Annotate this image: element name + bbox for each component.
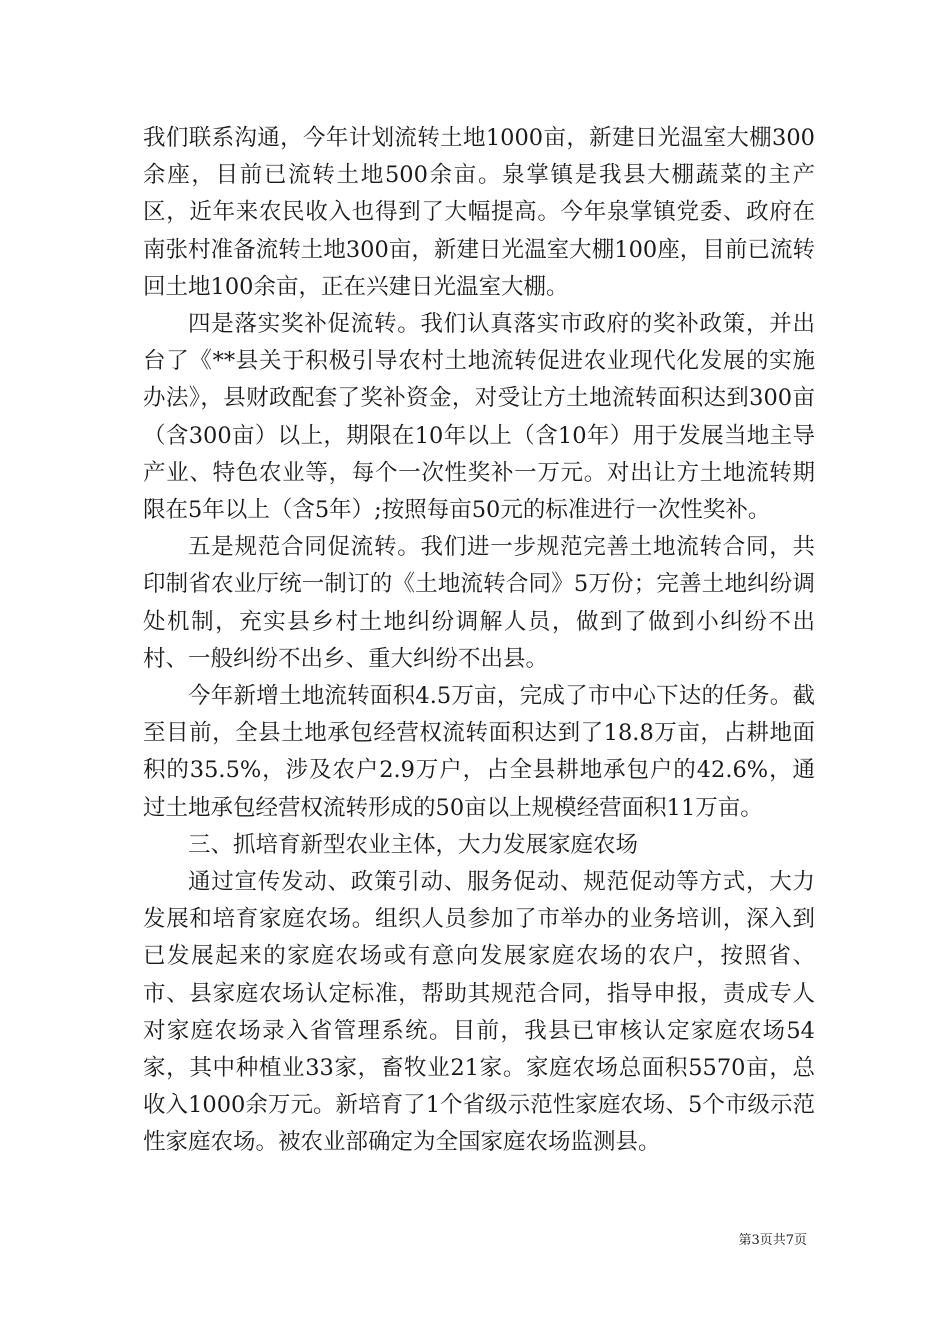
- paragraph-transfer-statistics: 今年新增土地流转面积4.5万亩，完成了市中心下达的任务。截至目前，全县土地承包经营权流转面积达到了18.8万亩，占耕地面积的35.5%，涉及农户2.9万户，占全县耕地承包户的42.6%，通过土地承包经营权流转形成的50亩以上规模经营面积11万亩。: [143, 683, 815, 821]
- page-number: 第3页共7页: [738, 1233, 807, 1248]
- paragraph-contract-standard: 五是规范合同促流转。我们进一步规范完善土地流转合同，共印制省农业厅统一制订的《土地流转合同》5万份；完善土地纠纷调处机制，充实县乡村土地纠纷调解人员，做到了做到小纠纷不出村、一般纠纷不出乡、重大纠纷不出县。: [143, 534, 815, 672]
- paragraph-incentive-subsidy: 四是落实奖补促流转。我们认真落实市政府的奖补政策，并出台了《**县关于积极引导农村土地流转促进农业现代化发展的实施办法》，县财政配套了奖补资金，对受让方土地流转面积达到300亩（含300亩）以上，期限在10年以上（含10年）用于发展当地主导产业、特色农业等，每个一次性奖补一万元。对出让方土地流转期限在5年以上（含5年）;按照每亩50元的标准进行一次性奖补。: [143, 311, 815, 524]
- paragraph-continuation: 我们联系沟通，今年计划流转土地1000亩，新建日光温室大棚300余座，目前已流转土地500余亩。泉掌镇是我县大棚蔬菜的主产区，近年来农民收入也得到了大幅提高。今年泉掌镇党委、政府在南张村准备流转土地300亩，新建日光温室大棚100座，目前已流转回土地100余亩，正在兴建日光温室大棚。: [143, 125, 815, 300]
- paragraph-family-farm: 通过宣传发动、政策引动、服务促动、规范促动等方式，大力发展和培育家庭农场。组织人员参加了市举办的业务培训，深入到已发展起来的家庭农场或有意向发展家庭农场的农户，按照省、市、县家庭农场认定标准，帮助其规范合同，指导申报，责成专人对家庭农场录入省管理系统。目前，我县已审核认定家庭农场54家，其中种植业33家，畜牧业21家。家庭农场总面积5570亩，总收入1000余万元。新培育了1个省级示范性家庭农场、5个市级示范性家庭农场。被农业部确定为全国家庭农场监测县。: [143, 869, 815, 1156]
- document-body: [143, 120, 815, 1162]
- section-heading-family-farm: 三、抓培育新型农业主体，大力发展家庭农场: [188, 831, 639, 858]
